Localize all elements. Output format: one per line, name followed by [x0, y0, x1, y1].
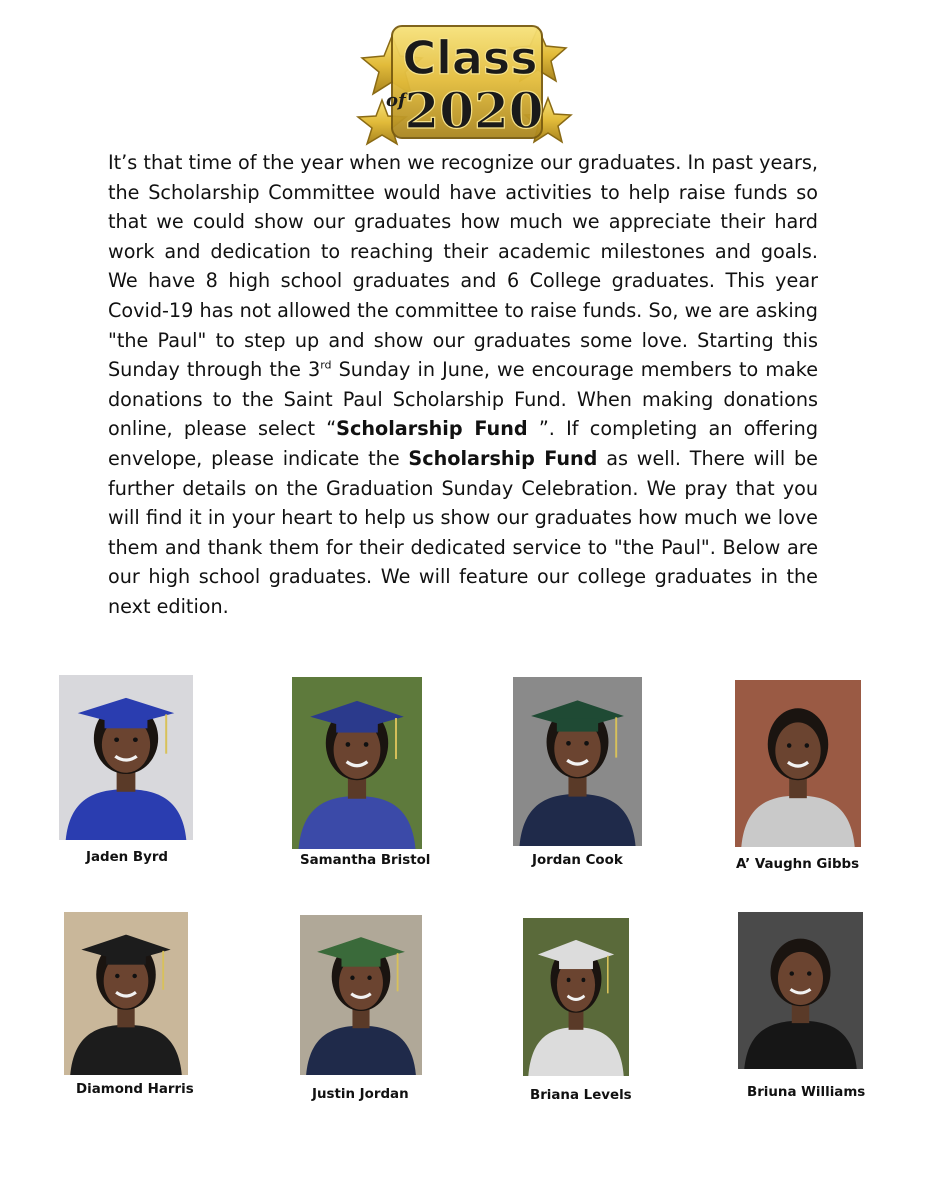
graduate-name: Samantha Bristol	[300, 853, 431, 868]
graduate-photo	[513, 677, 642, 846]
graduate-photo	[292, 677, 422, 849]
portrait-image	[513, 677, 642, 846]
graduate-name: Diamond Harris	[76, 1082, 194, 1097]
scholarship-fund-bold: Scholarship Fund	[336, 417, 528, 441]
class-of-2020-logo	[352, 22, 574, 146]
graduate-name: Briana Levels	[530, 1088, 632, 1103]
portrait-image	[523, 918, 629, 1076]
graduate-name: Jaden Byrd	[86, 850, 169, 865]
portrait-image	[292, 677, 422, 849]
portrait-image	[300, 915, 422, 1075]
graduate-photo	[64, 912, 188, 1075]
announcement-text	[108, 148, 818, 622]
logo-graphic	[352, 22, 574, 146]
graduate-name: Briuna Williams	[747, 1085, 866, 1100]
portrait-image	[64, 912, 188, 1075]
graduate-name: Justin Jordan	[312, 1087, 409, 1102]
graduate-photo	[523, 918, 629, 1076]
scholarship-fund-bold: Scholarship Fund	[408, 446, 598, 470]
graduate-name: Jordan Cook	[532, 853, 623, 868]
portrait-image	[59, 675, 193, 840]
portrait-image	[735, 680, 861, 847]
logo-of-text: of	[386, 90, 406, 111]
portrait-image	[738, 912, 863, 1069]
announcement-paragraph: It’s that time of the year when we recognize our graduates. In past years, the Scholarship Committee would have activities to help raise funds so that we could show our graduates how much we appreciate their hard work and dedication to reaching their academic milestones and goals. We have 8 high school graduates and 6 College graduates. This year Covid-19 has not allowed the committee to raise funds. So, we are asking "the Paul" to step up and show our graduates some love. Starting this Sunday through the 3rd Sunday in June, we encourage members to make donations to the Saint Paul Scholarship Fund. When making donations online, please select “Scholarship Fund ”. If completing an offering envelope, please indicate the Scholarship Fund as well. There will be further details on the Graduation Sunday Celebration. We pray that you will find it in your heart to help us show our graduates how much we love them and thank them for their dedicated service to "the Paul". Below are our high school graduates. We will feature our college graduates in the next edition.	[108, 151, 819, 618]
logo-class-text: Class	[402, 31, 538, 85]
graduate-name: A’ Vaughn Gibbs	[736, 857, 860, 872]
graduate-photo	[300, 915, 422, 1075]
logo-year-text: 2020	[404, 81, 544, 140]
graduate-photo	[59, 675, 193, 840]
graduate-photo	[738, 912, 863, 1069]
graduate-photo	[735, 680, 861, 847]
